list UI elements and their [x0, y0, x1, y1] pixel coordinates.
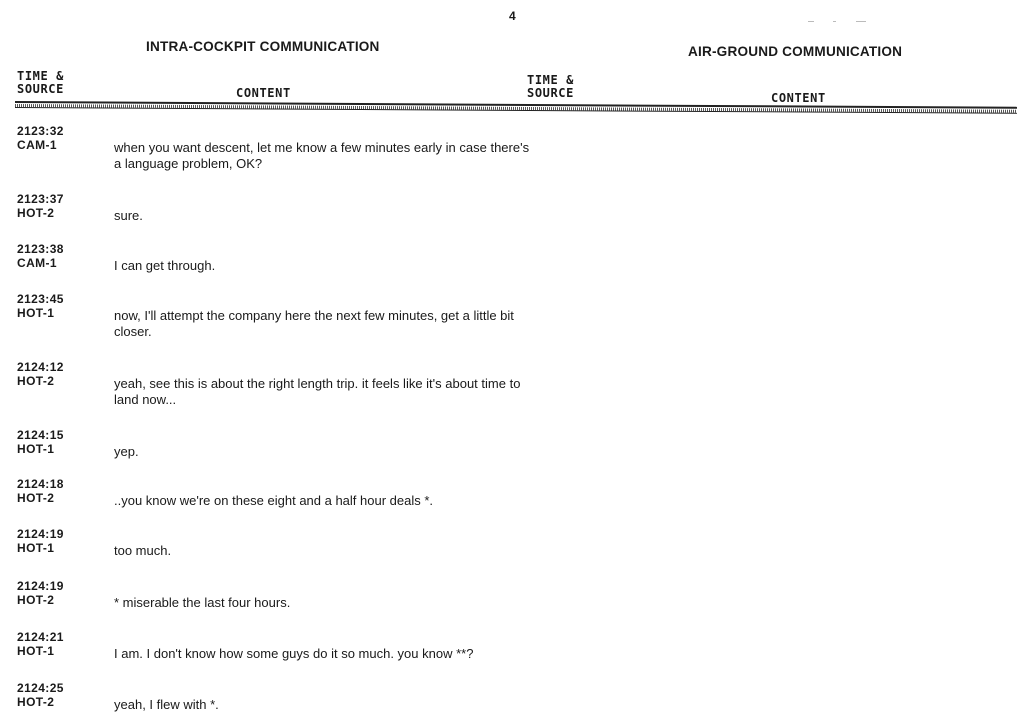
- time-source-header-left: TIME & SOURCE: [17, 69, 64, 96]
- entry-time: 2124:19: [17, 579, 64, 593]
- transcript-entry: [17, 360, 617, 407]
- transcript-entry: [17, 428, 617, 459]
- transcript-entry: [17, 579, 617, 610]
- entry-source: HOT-1: [17, 442, 55, 456]
- entry-time: 2124:15: [17, 428, 64, 442]
- time-source-header-right: TIME & SOURCE: [527, 73, 574, 100]
- entry-time: 2123:38: [17, 242, 64, 256]
- transcript-entry: [17, 527, 617, 558]
- transcript-entry: [17, 681, 617, 712]
- scan-artifact: [833, 21, 836, 22]
- entry-content: yeah, I flew with *.: [114, 697, 219, 712]
- transcript-entry: [17, 124, 617, 171]
- entry-content: sure.: [114, 208, 143, 223]
- transcript-entry: [17, 477, 617, 508]
- entry-content: * miserable the last four hours.: [114, 595, 291, 610]
- entry-time: 2124:25: [17, 681, 64, 695]
- scan-artifact: [808, 21, 814, 22]
- entry-content: when you want descent, let me know a few minutes early in case there's a language problem, OK?: [114, 140, 530, 171]
- transcript-entry: [17, 630, 617, 661]
- entry-time: 2123:32: [17, 124, 64, 138]
- air-ground-title: AIR-GROUND COMMUNICATION: [688, 43, 903, 59]
- entry-source: HOT-2: [17, 374, 55, 388]
- entry-source: HOT-2: [17, 695, 55, 709]
- transcript-entry: [17, 192, 617, 223]
- intra-cockpit-title: INTRA-COCKPIT COMMUNICATION: [146, 38, 380, 54]
- entry-time: 2124:12: [17, 360, 64, 374]
- entry-source: CAM-1: [17, 138, 57, 152]
- entry-content: I can get through.: [114, 258, 216, 273]
- transcript-entry: [17, 292, 617, 339]
- scan-artifact: [856, 21, 866, 22]
- entry-time: 2124:21: [17, 630, 64, 644]
- page-number: 4: [509, 9, 516, 23]
- entry-source: HOT-2: [17, 491, 55, 505]
- entry-source: CAM-1: [17, 256, 57, 270]
- entry-time: 2123:45: [17, 292, 64, 306]
- entry-content: yeah, see this is about the right length trip. it feels like it's about time to land now...: [114, 376, 521, 407]
- entry-source: HOT-2: [17, 593, 55, 607]
- entry-source: HOT-2: [17, 206, 55, 220]
- entry-time: 2124:18: [17, 477, 64, 491]
- entry-content: too much.: [114, 543, 172, 558]
- entry-time: 2123:37: [17, 192, 64, 206]
- entry-content: yep.: [114, 444, 139, 459]
- entry-source: HOT-1: [17, 306, 55, 320]
- content-header-right: CONTENT: [771, 91, 826, 105]
- entry-content: ..you know we're on these eight and a half hour deals *.: [114, 493, 434, 508]
- entry-content: now, I'll attempt the company here the next few minutes, get a little bit closer.: [114, 308, 514, 339]
- entry-time: 2124:19: [17, 527, 64, 541]
- transcript-entry: [17, 242, 617, 273]
- entry-source: HOT-1: [17, 541, 55, 555]
- entry-source: HOT-1: [17, 644, 55, 658]
- content-header-left: CONTENT: [236, 86, 291, 100]
- entry-content: I am. I don't know how some guys do it so much. you know **?: [114, 646, 474, 661]
